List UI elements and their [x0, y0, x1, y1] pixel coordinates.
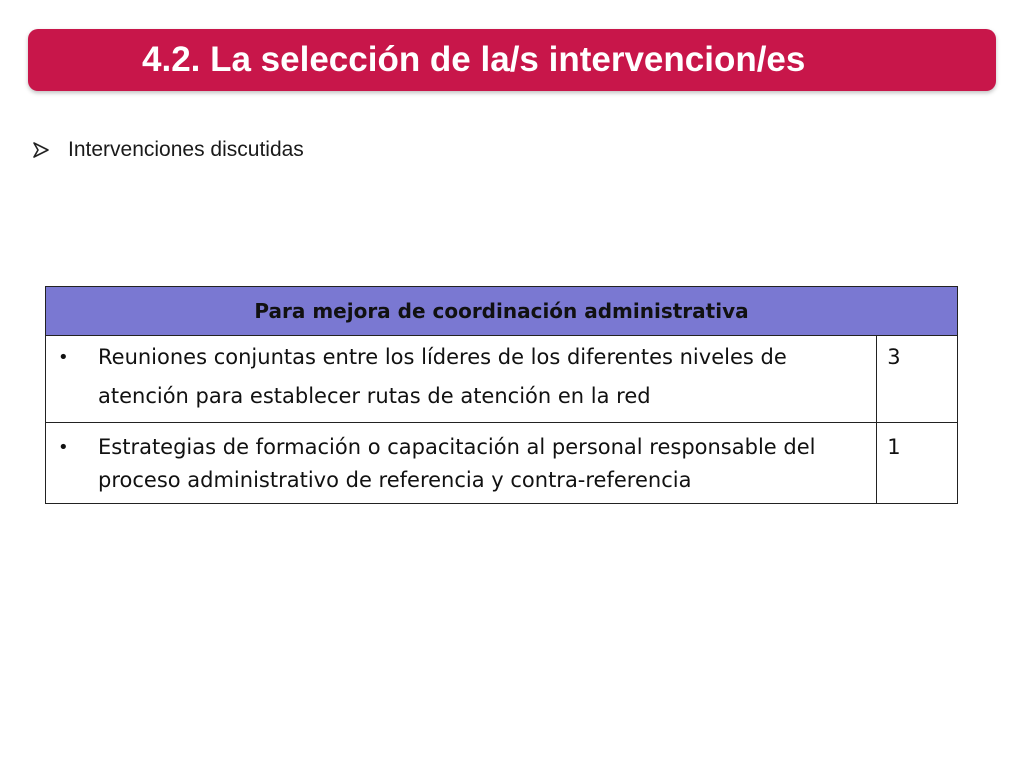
intervention-value: 3	[877, 336, 958, 423]
table-row	[46, 336, 958, 423]
arrow-bullet-icon	[32, 141, 50, 159]
intervention-text: Reuniones conjuntas entre los líderes de los diferentes niveles de atención para establecer rutas de atención en la red	[98, 345, 787, 408]
table-header: Para mejora de coordinación administrativa	[46, 287, 958, 336]
list-bullet: •	[58, 437, 69, 458]
table-header-row	[46, 287, 958, 336]
interventions-table	[45, 286, 958, 504]
bullet-item	[32, 135, 304, 165]
slide-title: 4.2. La selección de la/s intervencion/es	[142, 40, 806, 79]
list-bullet: •	[58, 347, 69, 368]
intervention-value: 1	[877, 423, 958, 504]
table-row	[46, 423, 958, 504]
intervention-cell	[46, 336, 877, 423]
title-bar	[28, 29, 996, 91]
bullet-text: Intervenciones discutidas	[68, 138, 304, 161]
intervention-text: Estrategias de formación o capacitación al personal responsable del proceso administrativo de referencia y contra-referencia	[98, 435, 816, 492]
intervention-cell	[46, 423, 877, 504]
